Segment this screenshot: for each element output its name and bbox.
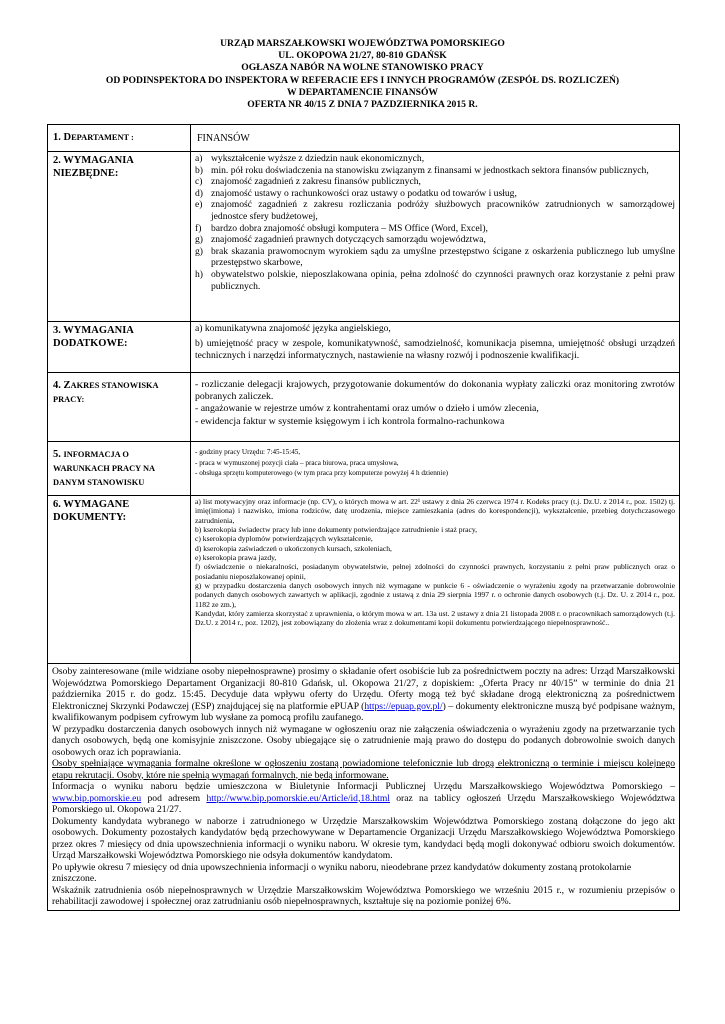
list-item xyxy=(195,153,675,165)
header-line: UL. OKOPOWA 21/27, 80-810 GDAŃSK xyxy=(278,50,447,62)
header-line: W DEPARTAMENCIE FINANSÓW xyxy=(286,86,439,98)
section-label xyxy=(48,442,191,496)
conditions-list xyxy=(191,442,680,496)
bip-article-link[interactable]: http://www.bip.pomorskie.eu/Article/id,18.html xyxy=(206,792,390,804)
document-item: b) ksero​kopia świadectw pracy lub inne dokumenty potwierdzające zatrudnienie i staż pracy, xyxy=(195,525,478,535)
list-text: znajomość ustawy o rachunkowości oraz ustawy o podatku od towarów i usług, xyxy=(211,187,517,199)
section-additional-requirements xyxy=(48,322,680,373)
label-part: EPARTAMENT : xyxy=(71,133,134,142)
list-text: znajomość zagadnień prawnych dotyczących samorządu województwa, xyxy=(211,234,486,246)
label-part: 5. xyxy=(53,449,64,460)
footer-paragraph xyxy=(52,781,675,816)
label-part: 4. Z xyxy=(53,380,71,391)
section-label xyxy=(48,373,191,442)
section-department xyxy=(48,125,680,152)
documents-list xyxy=(191,496,680,664)
requirement-line: b) umiejętność pracy w zespole, komunikatywność, samodzielność, komunikacja pisemna, umiejętność obsługi urządzeń technicznych i narzędzi informatycznych, nastawienie na własny rozwój i podnoszenie kwalifikacji. xyxy=(195,337,675,361)
document-item: Kandydat, który zamierza skorzystać z uprawnienia, o którym mowa w art. 13a ust. 2 ustawy z dnia 21 listopada 2008 r. o pracownikach samorządowych (t.j. Dz.U. z 2014 r., poz. 1202), jest zobowiązany do złożenia wraz z dokumentami kopii dokumentu potwierdzającego niepełnosprawność.. xyxy=(195,609,675,628)
epuap-link[interactable]: https://epuap.gov.pl/ xyxy=(364,700,443,712)
list-marker: h) xyxy=(195,268,203,280)
list-item xyxy=(195,269,675,292)
label-line: PRACY: xyxy=(53,395,85,404)
footer-paragraph: Osoby spełniające wymagania formalne określone w ogłoszeniu zostaną powiadomione telefonicznie lub drogą elektroniczną o terminie i miejscu kolejnego etapu rekrutacji. Osoby, które nie spełnią wymagań formalnych, nie będą informowane. xyxy=(52,758,675,781)
footer-paragraph: W przypadku dostarczenia danych osobowych innych niż wymagane w ogłoszeniu oraz nie załączenia oświadczenia o wyrażeniu zgody na przetwarzanie tych danych osobowych, będą one komisyjnie zniszczone. Osoby ubiegające się o zatrudnienie mają prawo do dostępu do podanych dobrowolnie swoich danych osobowych oraz ich poprawiania. xyxy=(52,723,675,758)
label-part: AKRES STANOWISKA xyxy=(70,381,159,390)
condition-item: - obsługa sprzętu komputerowego (w tym praca przy komputerze powyżej 4 h dziennie) xyxy=(195,469,449,478)
list-marker: g) xyxy=(195,234,203,246)
list-marker: g) xyxy=(195,245,203,257)
label-part: INFORMACJA O xyxy=(63,450,129,459)
footer-text: oraz na tablicy ogłoszeń Urzędu Marszałkowskiego Województwa Pomorskiego ul. Okopowa 21/27. xyxy=(52,792,675,815)
list-marker: d) xyxy=(195,187,203,199)
header-line: OD PODINSPEKTORA DO INSPEKTORA W REFERACIE EFS I INNYCH PROGRAMÓW (ZESPÓŁ DS. ROZLICZEŃ) xyxy=(105,74,620,86)
requirement-line: a) komunikatywna znajomość języka angielskiego, xyxy=(195,323,391,334)
list-text: brak skazania prawomocnym wyrokiem sądu za umyślne przestępstwo ścigane z oskarżenia publicznego lub umyślne przestępstwo skarbowe, xyxy=(211,245,675,269)
list-marker: e) xyxy=(195,199,203,211)
list-text: wykształcenie wyższe z dziedzin nauk ekonomicznych, xyxy=(211,153,425,164)
document-item: g) w przypadku dostarczenia danych osobowych innych niż wymagane w punkcie 6 - oświadczenie o wyrażeniu zgody na przetwarzanie dobrowolnie podanych danych osobowych zawartych w aplikacji, zgodnie z ustawą z dnia 29 sierpnia 1997 r. o ochronie danych osobowych (t.j. Dz. U. z 2014 r., poz. 1182 ze zm.), xyxy=(195,581,675,609)
requirements-list xyxy=(191,152,680,322)
label-line: DANYM STANOWISKU xyxy=(53,478,145,487)
document-item: a) list motywacyjny oraz informacje (np. CV), o których mowa w art. 22¹ ustawy z dnia 26 czerwca 1974 r. Kodeks pracy (t.j. Dz.U. z 2014 r., poz. 1502) tj. imię(imiona) i nazwisko, imiona rodziców, datę urodzenia, miejsce zamieszkania (adres do korespondencji), wykształcenie, przebieg dotychczasowego zatrudnienia, xyxy=(195,497,675,525)
footer-paragraph: Wskaźnik zatrudnienia osób niepełnosprawnych w Urzędzie Marszałkowskim Województwa Pomorskiego we wrześniu 2015 r., w rozumieniu przepisów o rehabilitacji zawodowej i społecznej oraz zatrudnianiu osób niepełnosprawnych, kształtuje się na poziomie poniżej 6%. xyxy=(52,884,675,907)
list-marker: f) xyxy=(195,222,202,234)
list-item xyxy=(195,176,675,188)
footer-text: pod adresem xyxy=(141,792,207,804)
document-item: e) kserokopia prawa jazdy, xyxy=(195,553,277,563)
label-line: 2. WYMAGANIA xyxy=(53,155,134,166)
list-text: znajomość zagadnień z zakresu rozliczania podróży służbowych pracowników zatrudnionych w samorządowej jednostce sfery budżetowej, xyxy=(211,199,675,222)
list-text: min. pół roku doświadczenia na stanowisku związanym z finansami w jednostkach sektora finansów publicznych, xyxy=(211,164,649,176)
section-scope xyxy=(48,373,680,442)
section-requirements xyxy=(48,152,680,322)
section-conditions xyxy=(48,442,680,496)
scope-item: - rozliczanie delegacji krajowych, przygotowanie dokumentów do dokonania wypłaty zaliczki oraz monitoring zwrotów pobranych zaliczek. xyxy=(195,379,675,403)
document-item: f) oświadczenie o niekaralności, posiadanym obywatelstwie, pełnej zdolności do czynności prawnych, korzystaniu z pełni praw publicznych oraz o posiadaniu nieposzlakowanej opinii, xyxy=(195,562,675,581)
list-marker: b) xyxy=(195,164,203,176)
document-item: c) kserokopia dyplomów potwierdzających wykształcenie, xyxy=(195,534,373,544)
list-text: znajomość zagadnień z zakresu finansów publicznych, xyxy=(211,176,421,188)
footer-text: ) – dokumenty elektroniczne muszą być podpisane ważnym, kwalifikowanym podpisem cyfrowym lub wysłane za pomocą profilu zaufanego. xyxy=(52,700,675,723)
label-line: NIEZBĘDNE: xyxy=(53,168,119,179)
scope-list xyxy=(191,373,680,442)
section-label xyxy=(48,322,191,373)
list-item xyxy=(195,199,675,222)
label-line: 6. WYMAGANE xyxy=(53,499,130,510)
section-label xyxy=(48,125,191,152)
header-line: OGŁASZA NABÓR NA WOLNE STANOWISKO PRACY xyxy=(241,62,484,74)
header-line: OFERTA NR 40/15 Z DNIA 7 PAZDZIERNIKA 2015 R. xyxy=(247,99,478,111)
footer-paragraph: Dokumenty kandydata wybranego w naborze i zatrudnionego w Urzędzie Marszałkowskim Województwa Pomorskiego zostaną dołączone do jego akt osobowych. Dokumenty pozostałych kandydatów będą przechowywane w Departamencie Organizacji Urzędu Marszałkowskiego Województwa Pomorskiego przez okres 7 miesięcy od dnia upowszechnienia informacji o wyniku naboru. W okresie tym, kandydaci będą mogli dokonywać odbioru swoich dokumentów. Urząd Marszałkowski Województwa Pomorskiego nie odsyła dokumentów kandydatom. xyxy=(52,815,675,861)
label-line: DOKUMENTY: xyxy=(53,512,127,523)
document-item: d) kserokopia zaświadczeń o ukończonych kursach, szkoleniach, xyxy=(195,543,392,553)
bip-link[interactable]: www.bip.pomorskie.eu xyxy=(52,792,142,804)
footer-paragraph xyxy=(52,666,675,724)
scope-item: - angażowanie w rejestrze umów z kontrahentami oraz umów o dzieło i umów zlecenia, xyxy=(195,403,539,415)
label-line: DODATKOWE: xyxy=(53,338,128,349)
footer-text: Informacja o wyniku naboru będzie umieszczona w Biuletynie Informacji Publicznej Urzędu Marszałkowskiego Województwa Pomorskiego – xyxy=(52,781,675,792)
department-value: FINANSÓW xyxy=(191,125,680,152)
list-item xyxy=(195,234,675,246)
label-line: WARUNKACH PRACY NA xyxy=(53,464,156,473)
footer-text: Osoby zainteresowane (mile widziane osoby niepełnosprawne) prosimy o składanie ofert osobiście lub za pośrednictwem poczty na adres: Urząd Marszałkowski Województwa Pomorskiego Departament Organizacji 80-810 Gdańsk, ul. Okopowa 21/27, z dopiskiem: „Oferta Pracy nr 40/15” w terminie do dnia 21 października 2015 r. do godz. 15:45. Decyduje data wpływu oferty do Urzędu. Oferty mogą też być składane drogą elektroniczną za pośrednictwem Elektronicznej Skrzynki Podawczej (ESP) znajdującej się na platformie ePUAP ( xyxy=(52,666,675,712)
additional-requirements xyxy=(191,322,680,373)
list-marker: a) xyxy=(195,153,203,164)
label-part: D xyxy=(63,132,72,143)
label-line: 3. WYMAGANIA xyxy=(53,325,134,336)
list-text: obywatelstwo polskie, nieposzlakowana opinia, pełna zdolność do czynności prawnych oraz korzystanie z pełni praw publicznych. xyxy=(211,268,675,292)
section-footer xyxy=(48,664,680,911)
list-marker: c) xyxy=(195,176,203,188)
scope-item: - ewidencja faktur w systemie księgowym i ich kontrola formalno-rachunkowa xyxy=(195,415,505,427)
list-item xyxy=(195,246,675,269)
document-header xyxy=(40,38,685,111)
section-number: 1. xyxy=(53,132,61,143)
footer-paragraph: Po upływie okresu 7 miesięcy od dnia upowszechnienia informacji o wyniku naboru, nieodebrane przez kandydatów dokumenty zostaną protokolarnie zniszczone. xyxy=(52,861,632,884)
offer-table xyxy=(47,124,680,911)
list-item xyxy=(195,188,675,200)
section-label xyxy=(48,152,191,322)
footer-cell xyxy=(48,664,680,911)
header-line: URZĄD MARSZAŁKOWSKI WOJEWÓDZTWA POMORSKIEGO xyxy=(220,38,505,49)
condition-item: - godziny pracy Urzędu: 7:45-15:45, xyxy=(195,448,301,456)
section-label xyxy=(48,496,191,664)
section-documents xyxy=(48,496,680,664)
list-text: bardzo dobra znajomość obsługi komputera – MS Office (Word, Excel), xyxy=(211,222,488,234)
list-item xyxy=(195,165,675,177)
list-item xyxy=(195,223,675,235)
condition-item: - praca w wymuszonej pozycji ciała – praca biurowa, praca umysłowa, xyxy=(195,458,399,467)
